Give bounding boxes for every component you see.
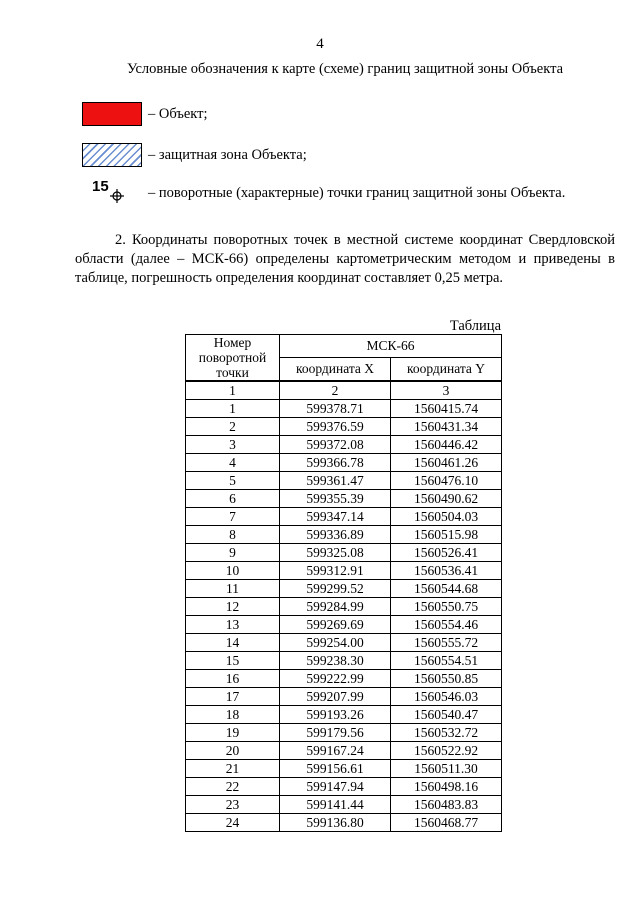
y-coordinate-cell: 1560555.72 <box>391 634 502 652</box>
y-coordinate-cell: 1560468.77 <box>391 814 502 832</box>
table-row <box>186 706 502 724</box>
table-row <box>186 418 502 436</box>
table-row <box>186 598 502 616</box>
table-row <box>186 796 502 814</box>
point-number-cell: 17 <box>186 688 280 706</box>
x-coordinate-cell: 599372.08 <box>280 436 391 454</box>
x-coordinate-cell: 599269.69 <box>280 616 391 634</box>
x-coordinate-cell: 599361.47 <box>280 472 391 490</box>
y-coordinate-cell: 1560540.47 <box>391 706 502 724</box>
point-number-cell: 5 <box>186 472 280 490</box>
table-row <box>186 580 502 598</box>
table-row <box>186 742 502 760</box>
x-coordinate-cell: 599312.91 <box>280 562 391 580</box>
table-row <box>186 670 502 688</box>
page-number: 4 <box>316 36 324 52</box>
header-coordinate-y: координата Y <box>391 357 502 381</box>
table-body <box>186 400 502 832</box>
legend-title: Условные обозначения к карте (схеме) границ защитной зоны Объекта <box>126 61 564 77</box>
crosshair-icon <box>110 189 124 203</box>
y-coordinate-cell: 1560550.75 <box>391 598 502 616</box>
point-number-cell: 4 <box>186 454 280 472</box>
x-coordinate-cell: 599167.24 <box>280 742 391 760</box>
hatch-swatch <box>82 143 142 167</box>
header-coordinate-system: МСК-66 <box>280 335 502 358</box>
point-number-cell: 7 <box>186 508 280 526</box>
header-coordinate-x: координата X <box>280 357 391 381</box>
point-number-cell: 10 <box>186 562 280 580</box>
table-row <box>186 526 502 544</box>
point-number-cell: 11 <box>186 580 280 598</box>
point-number-cell: 23 <box>186 796 280 814</box>
point-number-cell: 14 <box>186 634 280 652</box>
x-coordinate-cell: 599193.26 <box>280 706 391 724</box>
paragraph-text: 2. Координаты поворотных точек в местной системе координат Свердловской области (далее – МСК-66) определены картометрическим методом и приведены в таблице, погрешность определения координат составляет 0,25 метра. <box>75 232 615 286</box>
point-number-cell: 9 <box>186 544 280 562</box>
column-number: 1 <box>186 381 280 400</box>
y-coordinate-cell: 1560536.41 <box>391 562 502 580</box>
point-number-cell: 18 <box>186 706 280 724</box>
table-caption: Таблица <box>449 318 501 334</box>
table-row <box>186 652 502 670</box>
coordinates-table <box>185 334 502 832</box>
x-coordinate-cell: 599325.08 <box>280 544 391 562</box>
point-number-cell: 22 <box>186 778 280 796</box>
table-row <box>186 724 502 742</box>
legend-item-label: – Объект; <box>148 105 208 122</box>
point-number-cell: 8 <box>186 526 280 544</box>
y-coordinate-cell: 1560431.34 <box>391 418 502 436</box>
point-number-cell: 19 <box>186 724 280 742</box>
legend-item-protection-zone <box>82 142 307 168</box>
x-coordinate-cell: 599355.39 <box>280 490 391 508</box>
table-row <box>186 454 502 472</box>
table-row <box>186 634 502 652</box>
legend-item-turning-points <box>82 180 565 206</box>
table-row <box>186 760 502 778</box>
y-coordinate-cell: 1560554.46 <box>391 616 502 634</box>
x-coordinate-cell: 599207.99 <box>280 688 391 706</box>
y-coordinate-cell: 1560498.16 <box>391 778 502 796</box>
y-coordinate-cell: 1560483.83 <box>391 796 502 814</box>
table-row <box>186 544 502 562</box>
header-point-number: Номер поворотной точки <box>186 335 280 382</box>
object-swatch <box>82 102 142 126</box>
x-coordinate-cell: 599284.99 <box>280 598 391 616</box>
x-coordinate-cell: 599238.30 <box>280 652 391 670</box>
turning-point-symbol <box>82 180 142 206</box>
point-number-cell: 13 <box>186 616 280 634</box>
y-coordinate-cell: 1560532.72 <box>391 724 502 742</box>
x-coordinate-cell: 599254.00 <box>280 634 391 652</box>
table-row <box>186 472 502 490</box>
table-row <box>186 778 502 796</box>
y-coordinate-cell: 1560526.41 <box>391 544 502 562</box>
table-row <box>186 508 502 526</box>
point-number-cell: 3 <box>186 436 280 454</box>
table-row <box>186 688 502 706</box>
table-row <box>186 490 502 508</box>
x-coordinate-cell: 599222.99 <box>280 670 391 688</box>
point-number-cell: 21 <box>186 760 280 778</box>
coordinates-paragraph <box>75 231 615 288</box>
y-coordinate-cell: 1560515.98 <box>391 526 502 544</box>
x-coordinate-cell: 599299.52 <box>280 580 391 598</box>
y-coordinate-cell: 1560511.30 <box>391 760 502 778</box>
table-row <box>186 814 502 832</box>
x-coordinate-cell: 599141.44 <box>280 796 391 814</box>
point-number-cell: 16 <box>186 670 280 688</box>
y-coordinate-cell: 1560546.03 <box>391 688 502 706</box>
table-row <box>186 562 502 580</box>
point-number-cell: 24 <box>186 814 280 832</box>
y-coordinate-cell: 1560490.62 <box>391 490 502 508</box>
point-number-cell: 12 <box>186 598 280 616</box>
table-row <box>186 616 502 634</box>
y-coordinate-cell: 1560415.74 <box>391 400 502 418</box>
y-coordinate-cell: 1560446.42 <box>391 436 502 454</box>
table-row <box>186 400 502 418</box>
y-coordinate-cell: 1560550.85 <box>391 670 502 688</box>
x-coordinate-cell: 599366.78 <box>280 454 391 472</box>
point-number-label: 15 <box>92 178 109 195</box>
column-number: 3 <box>391 381 502 400</box>
y-coordinate-cell: 1560461.26 <box>391 454 502 472</box>
y-coordinate-cell: 1560504.03 <box>391 508 502 526</box>
x-coordinate-cell: 599147.94 <box>280 778 391 796</box>
legend-item-label: – защитная зона Объекта; <box>148 146 307 163</box>
table-row <box>186 436 502 454</box>
legend-item-label: – поворотные (характерные) точки границ защитной зоны Объекта. <box>148 184 566 201</box>
point-number-cell: 2 <box>186 418 280 436</box>
point-number-cell: 1 <box>186 400 280 418</box>
x-coordinate-cell: 599156.61 <box>280 760 391 778</box>
legend-item-object <box>82 101 208 127</box>
y-coordinate-cell: 1560522.92 <box>391 742 502 760</box>
y-coordinate-cell: 1560544.68 <box>391 580 502 598</box>
x-coordinate-cell: 599179.56 <box>280 724 391 742</box>
point-number-cell: 6 <box>186 490 280 508</box>
y-coordinate-cell: 1560476.10 <box>391 472 502 490</box>
x-coordinate-cell: 599378.71 <box>280 400 391 418</box>
x-coordinate-cell: 599336.89 <box>280 526 391 544</box>
column-number: 2 <box>280 381 391 400</box>
x-coordinate-cell: 599347.14 <box>280 508 391 526</box>
y-coordinate-cell: 1560554.51 <box>391 652 502 670</box>
x-coordinate-cell: 599136.80 <box>280 814 391 832</box>
x-coordinate-cell: 599376.59 <box>280 418 391 436</box>
point-number-cell: 20 <box>186 742 280 760</box>
point-number-cell: 15 <box>186 652 280 670</box>
